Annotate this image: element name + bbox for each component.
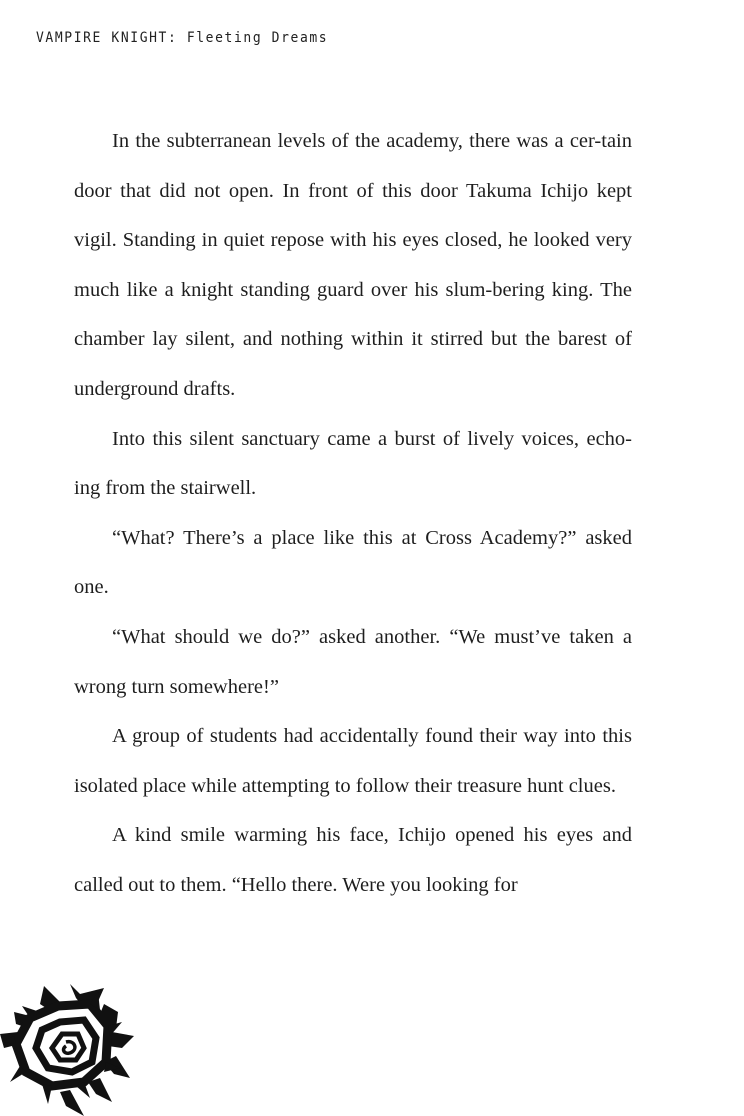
paragraph-1: In the subterranean levels of the academy, there was a cer-tain door that did not open. In front of this door Takuma Ichijo kept vigil. Standing in quiet repose with his eyes closed, he looked very much like a knight standing guard over his slum-bering king. The chamber lay silent, and nothing within it stirred but the barest of underground drafts. <box>74 130 632 400</box>
paragraph-5: A group of students had accidentally found their way into this isolated place while attempting to follow their treasure hunt clues. <box>74 725 632 797</box>
paragraph-2: Into this silent sanctuary came a burst of lively voices, echo-ing from the stairwell. <box>74 427 632 500</box>
body-text <box>74 117 632 911</box>
paragraph-6: A kind smile warming his face, Ichijo opened his eyes and called out to them. “Hello there. Were you looking for <box>74 824 632 896</box>
thorn-rose-icon <box>0 982 140 1116</box>
paragraph-4: “What should we do?” asked another. “We must’ve taken a wrong turn somewhere!” <box>74 625 632 698</box>
paragraph-3: “What? There’s a place like this at Cross Academy?” asked one. <box>74 526 632 599</box>
running-head: VAMPIRE KNIGHT: Fleeting Dreams <box>36 30 329 47</box>
